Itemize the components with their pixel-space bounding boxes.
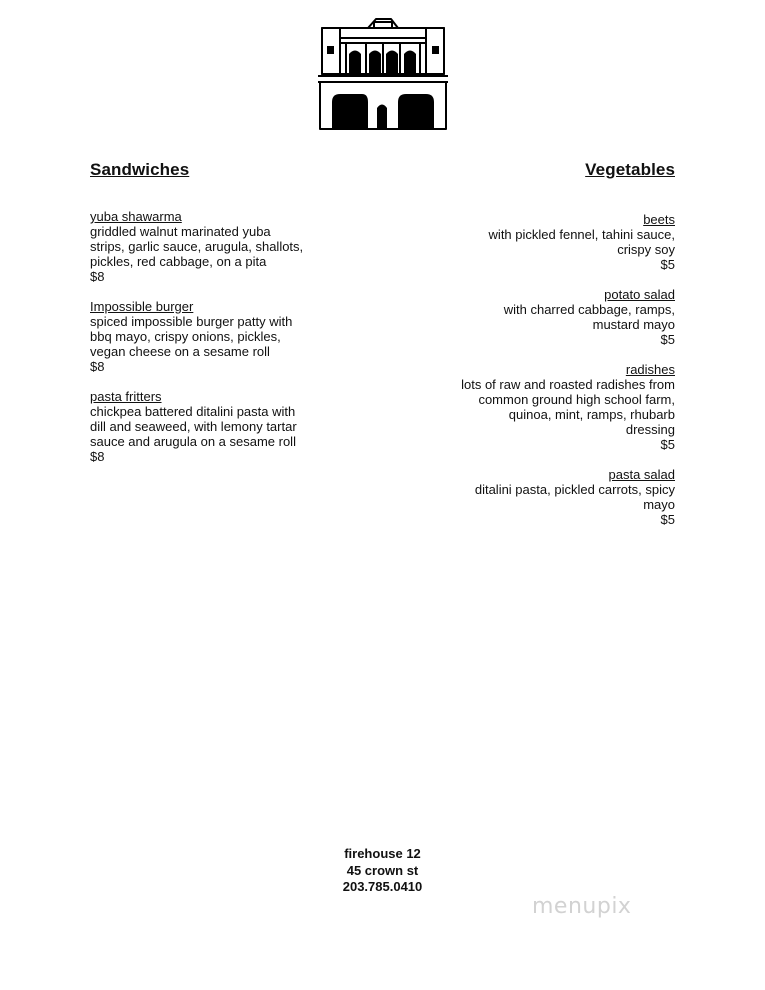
menu-item bbox=[90, 389, 305, 464]
sandwiches-list bbox=[90, 209, 305, 479]
restaurant-phone: 203.785.0410 bbox=[342, 879, 423, 894]
item-price: $5 bbox=[660, 437, 675, 452]
item-price: $8 bbox=[90, 359, 105, 374]
menu-item bbox=[460, 362, 675, 452]
item-description: chickpea battered ditalini pasta with dill and seaweed, with lemony tartar sauce and arugula on a sesame roll bbox=[90, 404, 297, 449]
item-price: $5 bbox=[660, 512, 675, 527]
item-name: pasta fritters bbox=[90, 389, 162, 404]
menu-item bbox=[460, 467, 675, 527]
firehouse-building-icon bbox=[316, 16, 450, 132]
menu-item bbox=[90, 299, 305, 374]
item-name: radishes bbox=[625, 362, 675, 377]
restaurant-name: firehouse 12 bbox=[344, 846, 421, 861]
menu-item bbox=[460, 287, 675, 347]
item-description: with pickled fennel, tahini sauce, crispy soy bbox=[488, 227, 675, 257]
item-description: spiced impossible burger patty with bbq mayo, crispy onions, pickles, vegan cheese on a sesame roll bbox=[90, 314, 293, 359]
menupix-watermark: menupix bbox=[532, 894, 632, 919]
menu-item bbox=[460, 212, 675, 272]
menu-item bbox=[90, 209, 305, 284]
item-name: yuba shawarma bbox=[90, 209, 182, 224]
vegetables-heading: Vegetables bbox=[585, 160, 675, 179]
restaurant-address: 45 crown st bbox=[346, 862, 419, 878]
sandwiches-heading: Sandwiches bbox=[90, 160, 190, 179]
item-description: ditalini pasta, pickled carrots, spicy mayo bbox=[474, 482, 675, 512]
item-name: pasta salad bbox=[608, 467, 675, 482]
item-name: potato salad bbox=[604, 287, 675, 302]
vegetables-list bbox=[460, 212, 675, 542]
item-name: beets bbox=[643, 212, 675, 227]
item-description: griddled walnut marinated yuba strips, garlic sauce, arugula, shallots, pickles, red cabbage, on a pita bbox=[90, 224, 304, 269]
item-price: $5 bbox=[660, 257, 675, 272]
item-price: $8 bbox=[90, 449, 105, 464]
item-price: $8 bbox=[90, 269, 105, 284]
item-name: Impossible burger bbox=[90, 299, 194, 314]
restaurant-contact bbox=[300, 846, 465, 896]
item-description: lots of raw and roasted radishes from common ground high school farm, quinoa, mint, ramps, rhubarb dressing bbox=[461, 377, 675, 437]
item-price: $5 bbox=[660, 332, 675, 347]
item-description: with charred cabbage, ramps, mustard mayo bbox=[503, 302, 675, 332]
